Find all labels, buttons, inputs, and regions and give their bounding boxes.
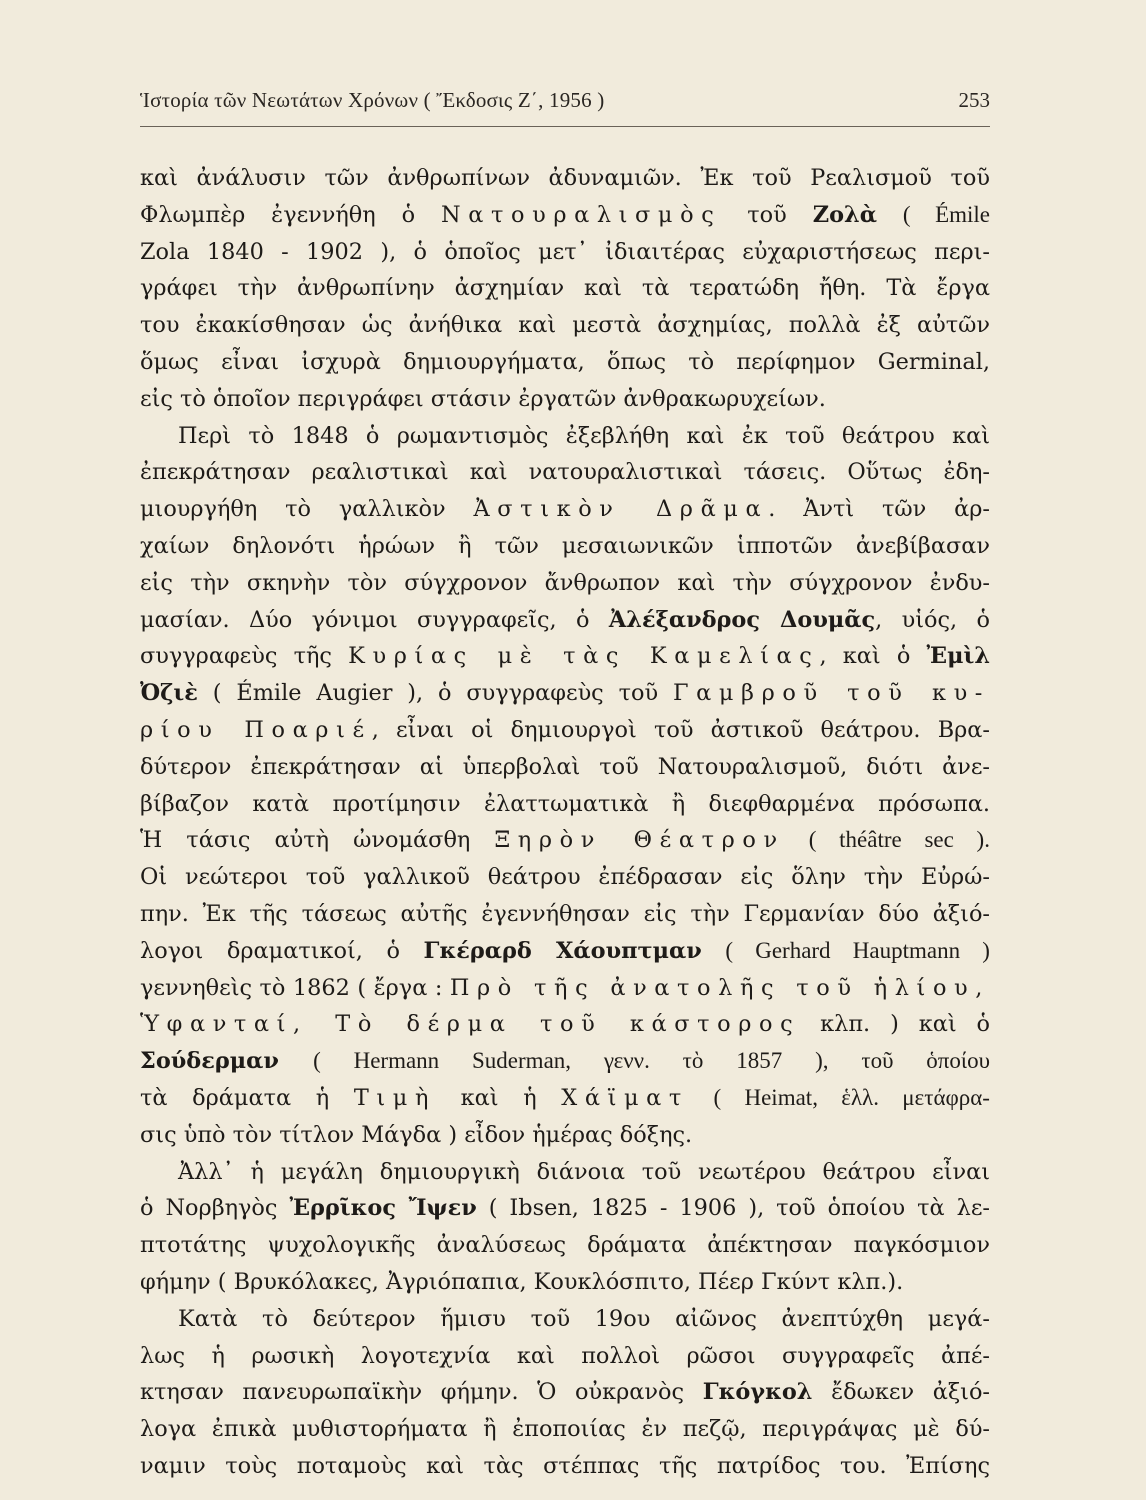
spaced-term: Χάϊματ xyxy=(561,1084,689,1111)
text-line: Ὑφανταί, Τὸ δέρμα τοῦ κάστορος κλπ. ) καὶ ὁ xyxy=(140,1011,990,1038)
text-line: πτοτάτης ψυχολογικῆς ἀναλύσεως δράματα ἀπέκτησαν παγκόσμιον xyxy=(140,1232,990,1259)
bold-name: Ἐρρῖκος Ἴψεν xyxy=(289,1195,477,1222)
spaced-term: Τιμὴ xyxy=(353,1084,436,1111)
text-line: Zola 1840 - 1902 ), ὁ ὁποῖος μετ᾽ ἰδιαιτέρας εὐχαριστήσεως περι- xyxy=(140,238,990,265)
spaced-term: Ξηρὸν Θέατρον xyxy=(494,827,785,854)
text-line: βίβαζον κατὰ προτίμησιν ἐλαττωματικὰ ἢ διεφθαρμένα πρόσωπα. xyxy=(140,790,990,817)
text-line: μιουργήθη τὸ γαλλικὸν Ἀστικὸν Δρᾶμα. Ἀντὶ τῶν ἀρ- xyxy=(140,496,990,523)
text-line: λογα ἐπικὰ μυθιστορήματα ἢ ἐποποιίας ἐν πεζῷ, περιγράψας μὲ δύ- xyxy=(140,1416,990,1443)
text-line: εἰς τὸ ὁποῖον περιγράφει στάσιν ἐργατῶν ἀνθρακωρυχείων. xyxy=(140,385,826,412)
text-line: εἰς τὴν σκηνὴν τὸν σύγχρονον ἄνθρωπον καὶ τὴν σύγχρονον ἐνδυ- xyxy=(140,569,990,596)
text-line: Κατὰ τὸ δεύτερον ἥμισυ τοῦ 19ου αἰῶνος ἀνεπτύχθη μεγά- xyxy=(178,1305,990,1332)
bold-name: Γκόγκολ xyxy=(702,1379,813,1406)
text-line: Ὀζιὲ ( Émile Augier ), ὁ συγγραφεὺς τοῦ Γαμβροῦ τοῦ κυ- xyxy=(140,680,990,707)
text-line: Περὶ τὸ 1848 ὁ ρωμαντισμὸς ἐξεβλήθη καὶ ἐκ τοῦ θεάτρου καὶ xyxy=(178,422,990,449)
text-line: Σούδερμαν ( Hermann Suderman, γενν. τὸ 1857 ), τοῦ ὁποίου xyxy=(140,1048,990,1075)
text-line: φήμην ( Βρυκόλακες, Ἀγριόπαπια, Κουκλόσπιτο, Πέερ Γκύντ κλπ.). xyxy=(140,1268,904,1295)
spaced-term: Ὑφανταί, Τὸ δέρμα τοῦ κάστορος xyxy=(140,1011,801,1038)
text-line: ναμιν τοὺς ποταμοὺς καὶ τὰς στέππας τῆς πατρίδος του. Ἐπίσης xyxy=(140,1452,990,1479)
body-text xyxy=(140,160,990,1485)
text-line: Οἱ νεώτεροι τοῦ γαλλικοῦ θεάτρου ἐπέδρασαν εἰς ὅλην τὴν Εὐρώ- xyxy=(140,864,990,891)
text-line: λως ἡ ρωσικὴ λογοτεχνία καὶ πολλοὶ ρῶσοι συγγραφεῖς ἀπέ- xyxy=(140,1342,990,1369)
spaced-term: Νατουραλισμὸς xyxy=(441,201,722,228)
text-line: Ἡ τάσις αὐτὴ ὠνομάσθη Ξηρὸν Θέατρον ( théâtre sec ). xyxy=(140,827,990,854)
text-line: τὰ δράματα ἡ Τιμὴ καὶ ἡ Χάϊματ ( Heimat, ἑλλ. μετάφρα- xyxy=(140,1084,990,1111)
bold-name: Γκέραρδ Χάουπτμαν xyxy=(423,937,702,964)
text-line: πην. Ἐκ τῆς τάσεως αὐτῆς ἐγεννήθησαν εἰς τὴν Γερμανίαν δύο ἀξιό- xyxy=(140,900,990,927)
text-line: χαίων δηλονότι ἡρώων ἢ τῶν μεσαιωνικῶν ἱπποτῶν ἀνεβίβασαν xyxy=(140,532,990,559)
text-line: του ἐκακίσθησαν ὡς ἀνήθικα καὶ μεστὰ ἀσχημίας, πολλὰ ἐξ αὐτῶν xyxy=(140,312,990,339)
page-header xyxy=(140,88,990,118)
spaced-term: Ἀστικὸν Δρᾶμα xyxy=(473,496,769,523)
text-line: σις ὑπὸ τὸν τίτλον Μάγδα ) εἶδον ἡμέρας δόξης. xyxy=(140,1121,693,1148)
spaced-term: Γαμβροῦ τοῦ κυ- xyxy=(672,680,990,707)
text-line: ἐπεκράτησαν ρεαλιστικαὶ καὶ νατουραλιστικαὶ τάσεις. Οὕτως ἐδη- xyxy=(140,459,990,486)
text-line: ὁ Νορβηγὸς Ἐρρῖκος Ἴψεν ( Ibsen, 1825 - 1906 ), τοῦ ὁποίου τὰ λε- xyxy=(140,1195,990,1222)
page-number: 253 xyxy=(958,88,990,112)
text-line: γράφει τὴν ἀνθρωπίνην ἀσχημίαν καὶ τὰ τερατώδη ἤθη. Τὰ ἔργα xyxy=(140,275,990,302)
text-line: ὅμως εἶναι ἰσχυρὰ δημιουργήματα, ὅπως τὸ περίφημον Germinal, xyxy=(140,348,990,375)
text-line: δύτερον ἐπεκράτησαν αἱ ὑπερβολαὶ τοῦ Νατουραλισμοῦ, διότι ἀνε- xyxy=(140,753,990,780)
text-line: λογοι δραματικοί, ὁ Γκέραρδ Χάουπτμαν ( Gerhard Hauptmann ) xyxy=(140,937,990,964)
spaced-term: Κυρίας μὲ τὰς Καμελίας xyxy=(348,643,820,670)
header-rule xyxy=(140,126,990,127)
text-line: συγγραφεὺς τῆς Κυρίας μὲ τὰς Καμελίας, καὶ ὁ Ἐμὶλ xyxy=(140,643,990,670)
bold-name: Ζολὰ xyxy=(812,201,877,228)
spaced-term: Πρὸ τῆς ἀνατολῆς τοῦ ἡλίου, xyxy=(449,974,990,1001)
text-line: Φλωμπὲρ ἐγεννήθη ὁ Νατουραλισμὸς τοῦ Ζολὰ ( Émile xyxy=(140,201,990,228)
running-title: Ἱστορία τῶν Νεωτάτων Χρόνων ( Ἔκδοσις Ζ΄, 1956 ) xyxy=(140,88,605,112)
bold-name: Ἐμὶλ xyxy=(926,643,990,670)
text-line: καὶ ἀνάλυσιν τῶν ἀνθρωπίνων ἀδυναμιῶν. Ἐκ τοῦ Ρεαλισμοῦ τοῦ xyxy=(140,165,990,191)
text-line: μασίαν. Δύο γόνιμοι συγγραφεῖς, ὁ Ἀλέξανδρος Δουμᾶς, υἱός, ὁ xyxy=(140,606,990,633)
bold-name: Σούδερμαν xyxy=(140,1048,279,1075)
text-line: γεννηθεὶς τὸ 1862 ( ἔργα : Πρὸ τῆς ἀνατολῆς τοῦ ἡλίου, xyxy=(140,974,990,1001)
spaced-term: ρίου Ποαριέ xyxy=(140,716,372,743)
text-line: κτησαν πανευρωπαϊκὴν φήμην. Ὁ οὐκρανὸς Γκόγκολ ἔδωκεν ἀξιό- xyxy=(140,1379,990,1406)
bold-name: Ἀλέξανδρος Δουμᾶς xyxy=(608,606,876,633)
bold-name: Ὀζιὲ xyxy=(140,680,198,707)
text-line: Ἀλλ᾽ ἡ μεγάλη δημιουργικὴ διάνοια τοῦ νεωτέρου θεάτρου εἶναι xyxy=(178,1158,990,1185)
text-line: ρίου Ποαριέ, εἶναι οἱ δημιουργοὶ τοῦ ἀστικοῦ θεάτρου. Βρα- xyxy=(140,716,990,743)
